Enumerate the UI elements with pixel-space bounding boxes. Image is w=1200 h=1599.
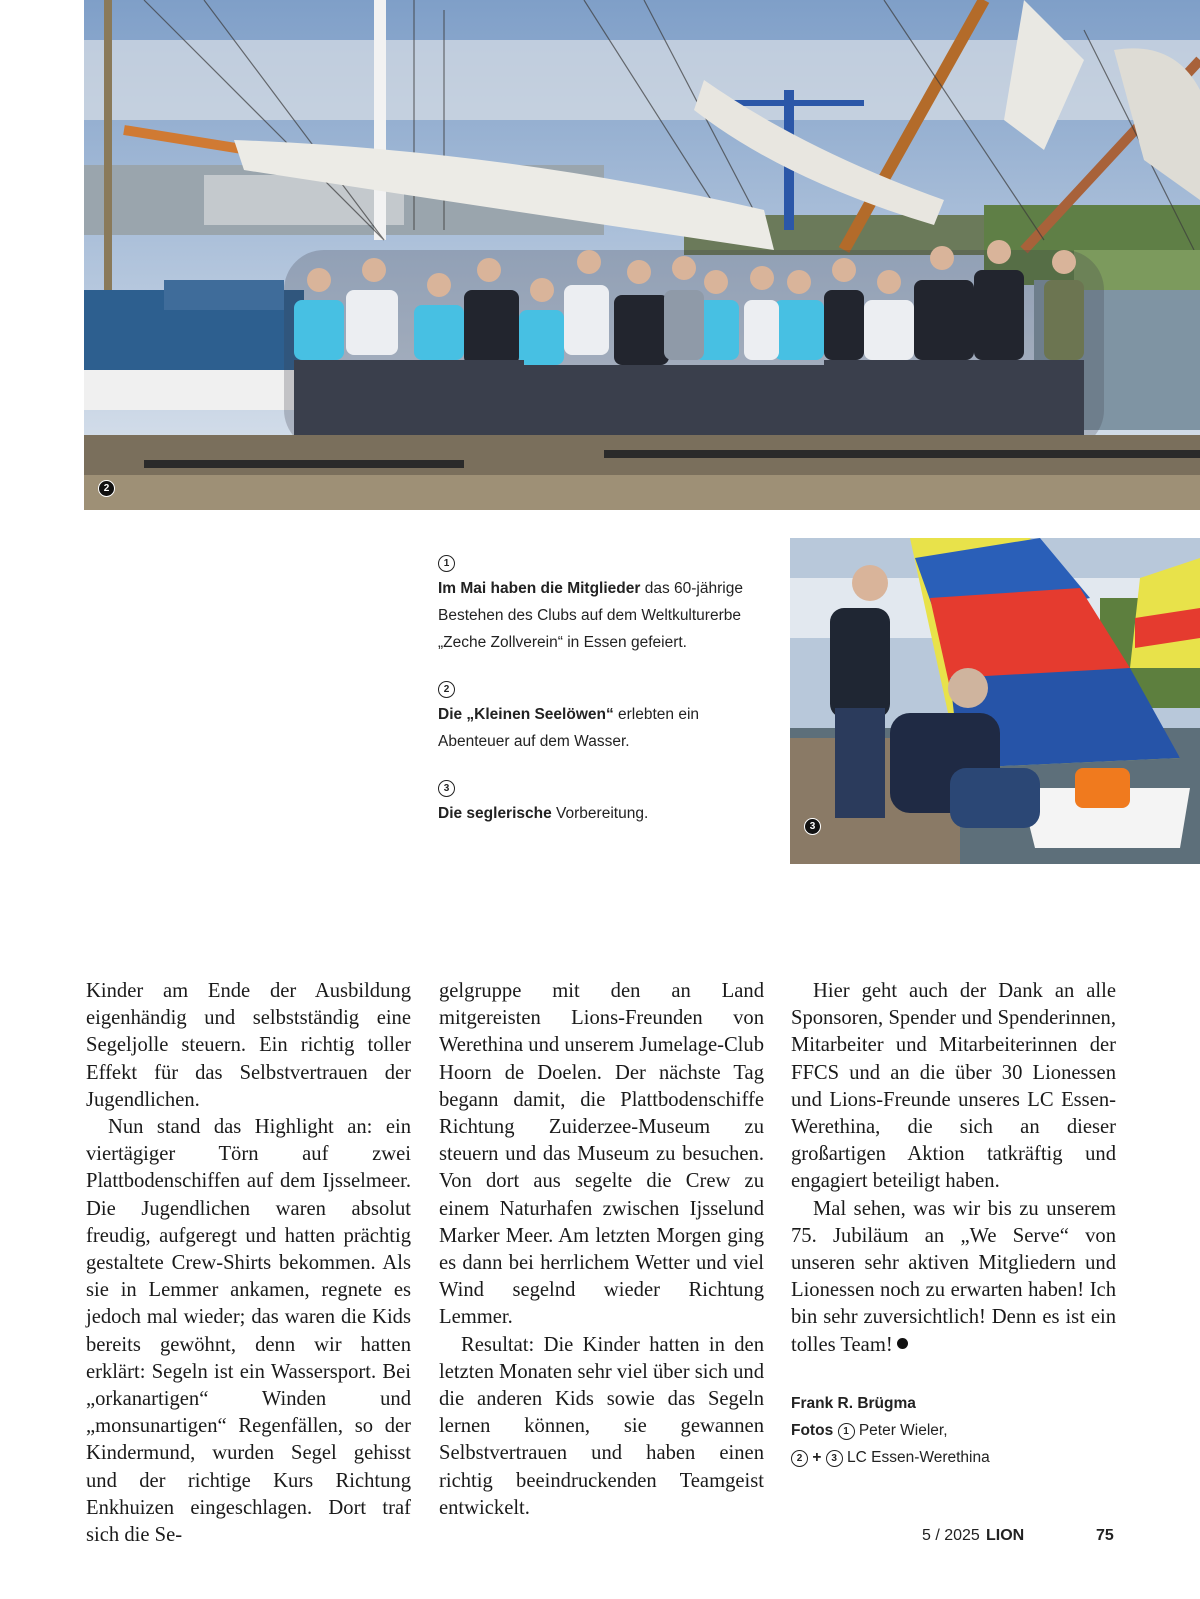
caption-number: 3: [438, 780, 455, 797]
credit-number: 3: [826, 1450, 843, 1467]
paragraph: Hier geht auch der Dank an alle Sponsoren, Spender und Spenderinnen, Mitarbeiter und Mitarbeiterinnen der FFCS und an die über 30 Lionessen und Lions-Freunde unseres LC Essen-Werethina, die sich an dieser großartigen Aktion tatkräftig und engagiert beteiligt haben.: [791, 980, 1116, 1193]
paragraph-text: Mal sehen, was wir bis zu unserem 75. Jubiläum an „We Serve“ von unseren sehr aktiven Mitgliedern und Lionessen noch zu erwarten haben! Ich bin sehr zuversichtlich! Denn es ist ein tolles Team!: [791, 1197, 1116, 1356]
credit-plus: +: [812, 1449, 822, 1466]
group-photo: [84, 0, 1200, 510]
article-credits: [791, 1390, 1111, 1471]
author-name: Frank R. Brügma: [791, 1395, 916, 1412]
photographer-name: Peter Wieler,: [858, 1422, 948, 1439]
paragraph: Resultat: Die Kinder hatten in den letzten Monaten sehr viel über sich und die anderen Kids sowie das Segeln lernen können, sie gewannen Selbstvertrauen und haben einen richtig beeindruckenden Teamgeist entwickelt.: [439, 1333, 764, 1519]
photo-number-badge: 2: [98, 480, 115, 497]
paragraph: Nun stand das Highlight an: ein viertägiger Törn auf zwei Plattbodenschiffen auf dem Ijsselmeer. Die Jugendlichen waren absolut freudig, aufgeregt und hatten prächtig gestaltete Crew-Shirts bekommen. Als sie in Lemmer ankamen, regnete es jedoch mal wieder; das waren die Kids bereits gewöhnt, denn wir hatten erklärt: Segeln ist ein Wassersport. Bei „orkanartigen“ Winden und „monsunartigen“ Regenfällen, so der Kindermund, wurden Segel gehisst und der richtige Kurs Richtung Enkhuizen eingeschlagen. Dort traf sich die Se-: [86, 1116, 411, 1547]
paragraph: gelgruppe mit den an Land mitgereisten Lions-Freunden von Werethina und unserem Jumelage-Club Hoorn de Doelen. Der nächste Tag begann damit, die Plattbodenschiffe Richtung Zuiderzee-Museum zu steuern und das Museum zu besuchen. Von dort aus segelte die Crew zu einem Naturhafen zwischen Ijsselund Marker Meer. Am letzten Morgen ging es dann bei herrlichem Wetter und viel Wind segelnd wieder Richtung Lemmer.: [439, 980, 764, 1329]
sailing-photo: [790, 538, 1200, 864]
article-column-1: [86, 978, 411, 1549]
photos-label: Fotos: [791, 1422, 834, 1439]
caption-number: 1: [438, 555, 455, 572]
photographer-name: LC Essen-Werethina: [847, 1449, 990, 1466]
caption-text: erlebten ein Abenteuer auf dem Wasser.: [438, 706, 700, 750]
lion-end-mark-icon: [897, 1338, 908, 1349]
photo-captions: [438, 548, 758, 845]
article-column-2: [439, 978, 764, 1522]
magazine-name: LION: [986, 1527, 1025, 1544]
credit-number: 1: [838, 1423, 855, 1440]
caption-bold: Im Mai haben die Mitglieder: [438, 580, 641, 597]
sailing-photo-illustration: [790, 538, 1200, 864]
caption-bold: Die „Kleinen Seelöwen“: [438, 706, 614, 723]
paragraph: Kinder am Ende der Ausbildung eigenhändig und selbstständig eine Segeljolle steuern. Ein richtig toller Effekt für das Selbstvertrauen der Jugendlichen.: [86, 980, 411, 1111]
credit-number: 2: [791, 1450, 808, 1467]
photo-number-badge: 3: [804, 818, 821, 835]
caption-number: 2: [438, 681, 455, 698]
caption-1: [438, 548, 758, 656]
caption-bold: Die seglerische: [438, 805, 552, 822]
caption-text: das 60-jährige Bestehen des Clubs auf dem Weltkulturerbe „Zeche Zollverein“ in Essen gefeiert.: [438, 580, 743, 651]
caption-3: [438, 773, 758, 827]
article-column-3: [791, 978, 1116, 1359]
caption-text: Vorbereitung.: [551, 805, 649, 822]
group-photo-illustration: [84, 0, 1200, 510]
page-number: 75: [1096, 1527, 1114, 1544]
issue-number: 5 / 2025: [922, 1527, 980, 1544]
caption-2: [438, 674, 758, 755]
paragraph: [791, 1196, 1116, 1359]
